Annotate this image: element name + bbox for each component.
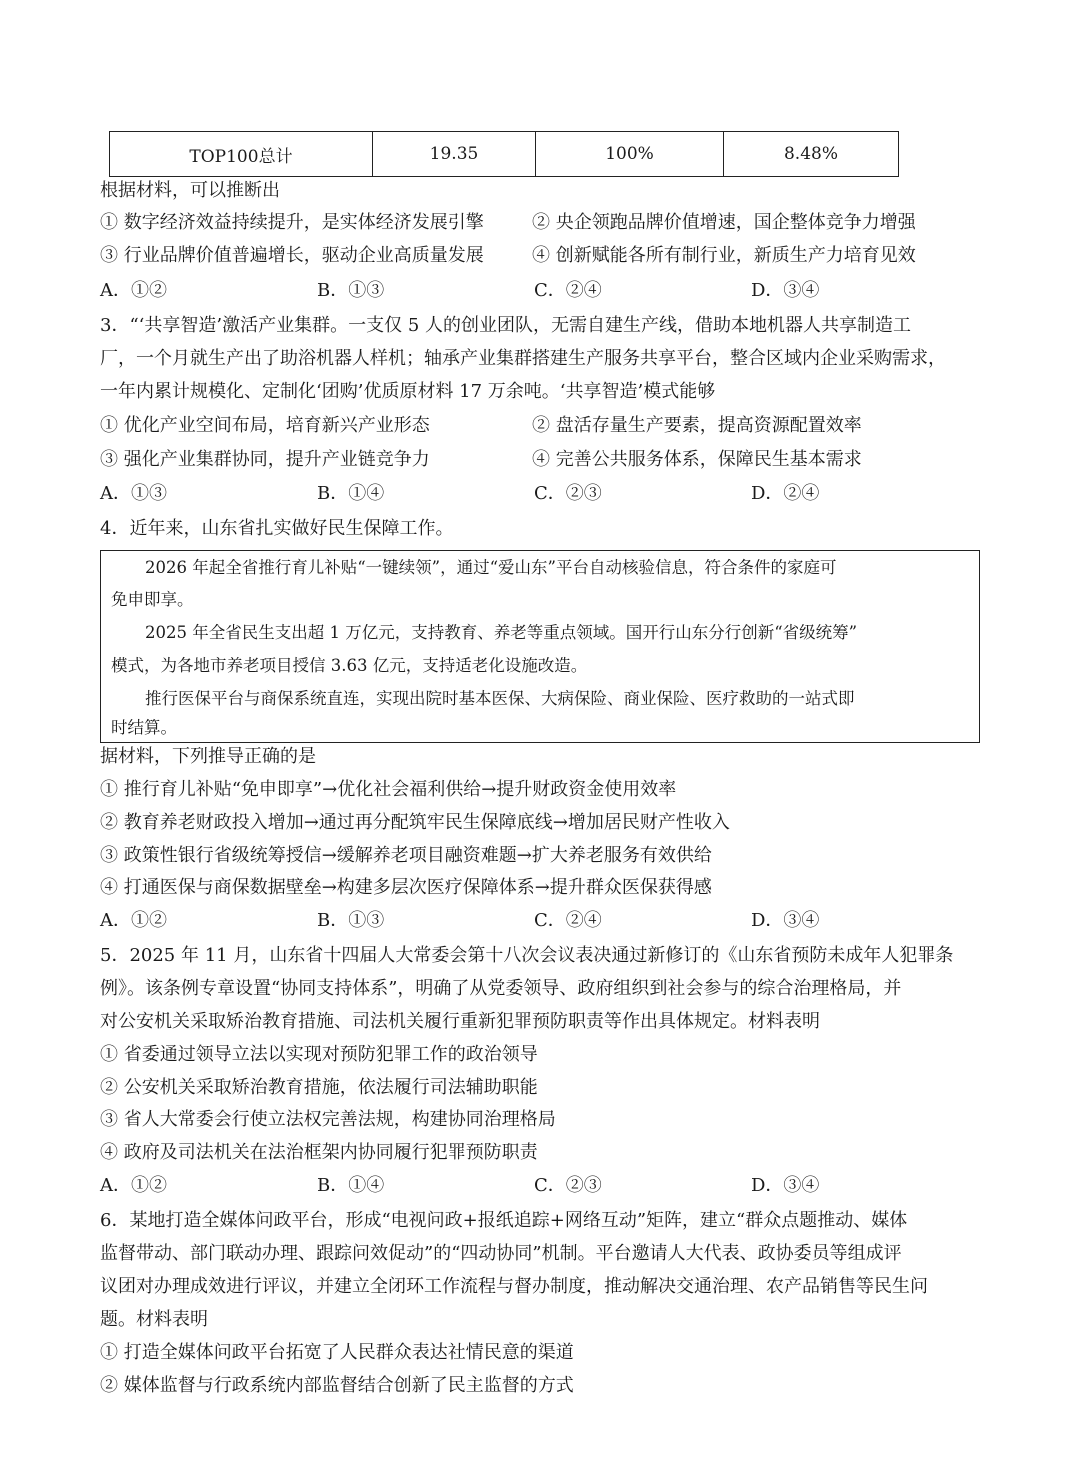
material-line: 2025 年全省民生支出超 1 万亿元，支持教育、养老等重点领域。国开行山东分行创新“省级统筹” [145,623,858,642]
material-line: 免申即享。 [111,590,194,609]
choice-d: D．③④ [751,910,820,931]
table-row [110,132,899,177]
choice-b: B．①④ [317,483,385,504]
statement-item: ① 推行育儿补贴“免申即享”→优化社会福利供给→提升财政资金使用效率 [100,779,677,800]
statement-item: ② 央企领跑品牌价值增速，国企整体竞争力增强 [532,212,916,233]
statement-item: ④ 完善公共服务体系，保障民生基本需求 [532,449,862,470]
choice-a: A．①③ [100,483,167,504]
statement-item: ① 打造全媒体问政平台拓宽了人民群众表达社情民意的渠道 [100,1342,574,1363]
table-cell-growth: 8.48% [724,132,899,177]
choice-d: D．②④ [751,483,820,504]
material-box [100,550,980,743]
choice-d: D．③④ [751,280,820,301]
question-stem: 4．近年来，山东省扎实做好民生保障工作。 [100,518,454,539]
question-stem: 根据材料，可以推断出 [100,180,280,201]
question-text: 3．“‘共享智造’激活产业集群。一支仅 5 人的创业团队，无需自建生产线，借助本地机器人共享制造工 [100,315,911,336]
choice-c: C．②③ [534,1175,602,1196]
statement-item: ③ 强化产业集群协同，提升产业链竞争力 [100,449,430,470]
question-text: 议团对办理成效进行评议，并建立全闭环工作流程与督办制度，推动解决交通治理、农产品销售等民生问 [100,1276,928,1297]
statement-item: ② 公安机关采取矫治教育措施，依法履行司法辅助职能 [100,1077,538,1098]
choice-a: A．①② [100,280,167,301]
choice-c: C．②③ [534,483,602,504]
material-line: 模式，为各地市养老项目授信 3.63 亿元，支持适老化设施改造。 [111,656,588,675]
choice-a: A．①② [100,910,167,931]
material-line: 2026 年起全省推行育儿补贴“一键续领”，通过“爱山东”平台自动核验信息，符合条件的家庭可 [145,558,837,577]
choice-b: B．①③ [317,910,385,931]
statement-item: ③ 政策性银行省级统筹授信→缓解养老项目融资难题→扩大养老服务有效供给 [100,845,712,866]
question-text: 对公安机关采取矫治教育措施、司法机关履行重新犯罪预防职责等作出具体规定。材料表明 [100,1011,820,1032]
table-cell-label: TOP100总计 [110,132,373,177]
statement-item: ③ 省人大常委会行使立法权完善法规，构建协同治理格局 [100,1109,556,1130]
question-text: 5．2025 年 11 月，山东省十四届人大常委会第十八次会议表决通过新修订的《山东省预防未成年人犯罪条 [100,945,954,966]
statement-item: ④ 创新赋能各所有制行业，新质生产力培育见效 [532,245,916,266]
table-cell-value: 19.35 [373,132,536,177]
statement-item: ① 数字经济效益持续提升，是实体经济发展引擎 [100,212,484,233]
question-text: 一年内累计规模化、定制化‘团购’优质原材料 17 万余吨。‘共享智造’模式能够 [100,381,716,402]
question-text: 监督带动、部门联动办理、跟踪问效促动”的“四动协同”机制。平台邀请人大代表、政协委员等组成评 [100,1243,902,1264]
statement-item: ② 盘活存量生产要素，提高资源配置效率 [532,415,862,436]
statement-item: ① 省委通过领导立法以实现对预防犯罪工作的政治领导 [100,1044,538,1065]
statement-item: ④ 政府及司法机关在法治框架内协同履行犯罪预防职责 [100,1142,538,1163]
choice-c: C．②④ [534,280,602,301]
choice-b: B．①④ [317,1175,385,1196]
choice-c: C．②④ [534,910,602,931]
statement-item: ④ 打通医保与商保数据壁垒→构建多层次医疗保障体系→提升群众医保获得感 [100,877,712,898]
statement-item: ② 媒体监督与行政系统内部监督结合创新了民主监督的方式 [100,1375,574,1396]
question-text: 6．某地打造全媒体问政平台，形成“电视问政+报纸追踪+网络互动”矩阵，建立“群众点题推动、媒体 [100,1210,908,1231]
statement-item: ② 教育养老财政投入增加→通过再分配筑牢民生保障底线→增加居民财产性收入 [100,812,730,833]
question-text: 例》。该条例专章设置“协同支持体系”，明确了从党委领导、政府组织到社会参与的综合治理格局，并 [100,978,902,999]
table-cell-share: 100% [536,132,724,177]
material-line: 推行医保平台与商保系统直连，实现出院时基本医保、大病保险、商业保险、医疗救助的一站式即 [145,689,855,708]
question-text: 题。材料表明 [100,1309,208,1330]
material-line: 时结算。 [111,718,177,737]
choice-d: D．③④ [751,1175,820,1196]
question-text: 厂，一个月就生产出了助浴机器人样机；轴承产业集群搭建生产服务共享平台，整合区域内企业采购需求， [100,348,946,369]
statement-item: ③ 行业品牌价值普遍增长，驱动企业高质量发展 [100,245,484,266]
question-prompt: 据材料，下列推导正确的是 [100,746,316,767]
statement-item: ① 优化产业空间布局，培育新兴产业形态 [100,415,430,436]
choice-a: A．①② [100,1175,167,1196]
data-table [109,131,899,177]
choice-b: B．①③ [317,280,385,301]
